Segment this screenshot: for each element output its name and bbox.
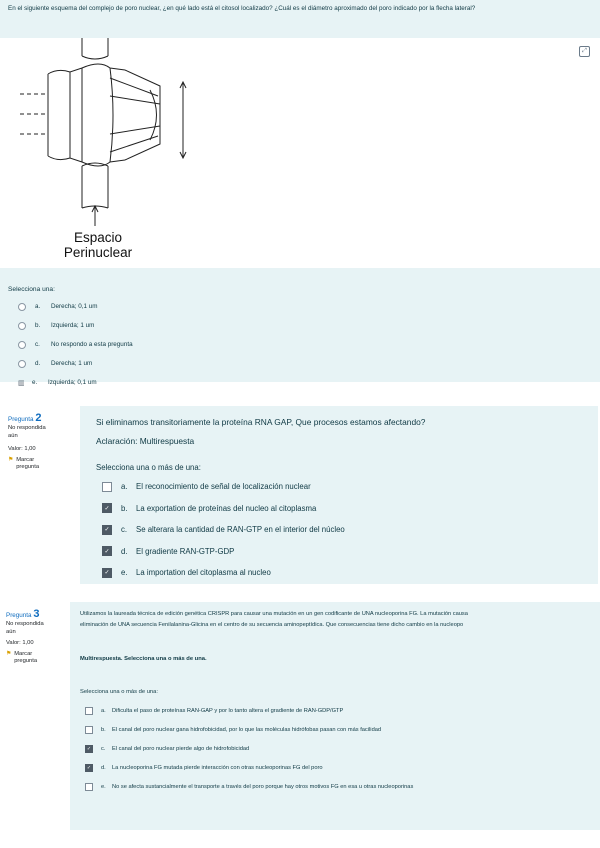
checkbox-checked[interactable]: ✓ [102,503,112,513]
question-2-info [8,412,68,471]
question-value: Valor: 1,00 [6,640,34,646]
nuclear-pore-figure [0,38,600,268]
radio-button[interactable] [18,341,26,349]
checkbox[interactable] [85,707,93,715]
question-3 [70,602,600,830]
figure-caption: Espacio Perinuclear [63,230,133,260]
status-line-2: aún [8,433,18,439]
question-1 [0,0,600,387]
option-b[interactable]: ✓ b. La exportation de proteínas del nucleo al citoplasma [102,498,345,520]
question-value: Valor: 1,00 [8,446,36,452]
checkbox-checked[interactable]: ✓ [86,764,92,771]
option-b[interactable]: b. Izquierda; 1 um [18,316,133,335]
question-1-options [18,297,133,392]
question-3-options [85,701,413,796]
flag-question-button[interactable]: ⚑ Marcar pregunta [8,457,40,470]
radio-button[interactable] [18,360,26,368]
option-e[interactable]: e. No se afecta sustancialmente el transporte a través del poro porque hay otros motivos FG en esa u otras nucleoporinas [85,777,413,796]
radio-button[interactable] [18,303,26,311]
checkbox[interactable] [85,783,93,791]
option-a[interactable]: a. El reconocimiento de señal de localización nuclear [102,476,345,498]
flag-icon: ⚑ [6,651,12,657]
radio-button[interactable] [18,322,26,330]
question-2-text: Si eliminamos transitoriamente la proteína RNA GAP, Que procesos estamos afectando? [96,417,426,427]
status-line-1: No respondida [6,621,44,627]
option-a[interactable]: a. Dificulta el paso de proteínas RAN-GAP y por lo tanto altera el gradiente de RAN-GDP/GTP [85,701,413,720]
question-number: Pregunta 3 [6,608,40,620]
question-2-note: Aclaración: Multirespuesta [96,436,195,446]
select-one-label: Selecciona una: [8,286,55,293]
flag-question-button[interactable]: ⚑ Marcar pregunta [6,651,38,664]
option-b[interactable]: b. El canal del poro nuclear gana hidrofobicidad, por lo que las moléculas hidrófobas pasan con más facilidad [85,720,413,739]
question-number: Pregunta 2 [8,412,42,424]
option-d[interactable]: ✓ d. La nucleoporina FG mutada pierde interacción con otras nucleoporinas FG del poro [86,764,323,771]
question-1-text: En el siguiente esquema del complejo de poro nuclear, ¿en qué lado está el citosol localizado? ¿Cuál es el diámetro aproximado del poro indicado por la flecha lateral? [8,5,476,12]
option-d[interactable]: ✓ d. El gradiente RAN-GTP-GDP [102,541,345,563]
select-many-label: Selecciona una o más de una: [80,689,158,695]
option-d[interactable]: d. Derecha; 1 um [18,354,133,373]
checkbox-checked[interactable]: ✓ [102,568,112,578]
status-line-2: aún [6,629,16,635]
option-c[interactable]: c. No respondo a esta pregunta [18,335,133,354]
checkbox[interactable] [85,726,93,734]
checkbox-checked[interactable]: ✓ [86,745,92,752]
option-c[interactable]: ✓ c. Se alterara la cantidad de RAN-GTP en el interior del núcleo [102,519,345,541]
question-2-options [102,476,345,584]
checkbox-checked[interactable]: ✓ [102,525,112,535]
pill-icon: ▥ [18,379,25,387]
question-2 [80,406,598,584]
checkbox-checked[interactable]: ✓ [102,546,112,556]
checkbox[interactable] [102,482,112,492]
multi-answer-note: Multirespuesta. Selecciona una o más de una. [80,656,207,662]
option-e[interactable]: ▥ e. Izquierda; 0,1 um [18,379,97,387]
option-e[interactable]: ✓ e. La importation del citoplasma al nucleo [102,562,345,584]
expand-image-icon[interactable]: ⤢ [579,46,590,57]
select-many-label: Selecciona una o más de una: [96,463,201,472]
question-3-text: Utilizamos la laureada técnica de edición genética CRISPR para causar una mutación en un gen codificante de UNA nucleoporina FG. La mutación causa eliminación de UNA secuencia Fenilalanina-Glicina en el centro de su secuencia aminopeptídica. Que consecuencias tiene dicho cambio en la nucleopo [80,611,468,628]
option-c[interactable]: ✓ c. El canal del poro nuclear pierde algo de hidrofobicidad [86,745,250,752]
status-line-1: No respondida [8,425,46,431]
flag-icon: ⚑ [8,457,14,463]
question-3-info [6,608,68,665]
option-a[interactable]: a. Derecha; 0,1 um [18,297,133,316]
